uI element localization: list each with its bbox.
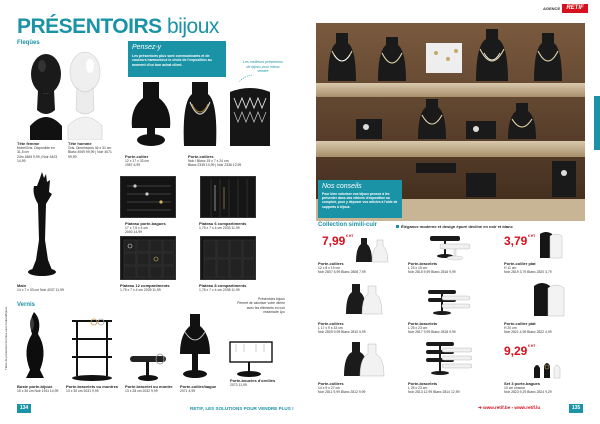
- nos-conseils-title: Nos conseils: [322, 183, 362, 190]
- product-name: Tête homme: [68, 141, 92, 146]
- head-male-image: [64, 46, 106, 140]
- necklace-display-2-image: [226, 84, 274, 150]
- product-name: Main: [17, 283, 27, 288]
- product-desc: Gris. Dimensions 46 x 31 cm: [68, 146, 112, 150]
- nos-conseils-text: Pour bien valoriser vos bijoux pensez à les présenter dans des vitrines d'exposition au comptoir, pour y déposer vos articles à l'aide de supports à bijoux.: [322, 192, 398, 209]
- porte-collier-info: [125, 154, 173, 168]
- product-refs: Blanc 2335 14,99 | Noir 2336 12,99: [188, 163, 242, 168]
- product-name: Porte-colliers: [318, 381, 344, 386]
- rp-flat-2-image: [530, 280, 570, 318]
- product-refs: Blanc 4069 99,99 | Noir 4071 99,99: [68, 150, 112, 159]
- bust-black-image: [128, 80, 174, 150]
- product-name: Set 3 porte-bagues: [504, 381, 541, 386]
- product-desc: L 17 x 9 x 33 cm: [318, 326, 343, 330]
- product-name: Plateau 8 compartiments: [199, 283, 247, 288]
- rp-flat-1-image: [536, 230, 566, 260]
- product-name: Porte-bracelet ou montre: [125, 384, 173, 389]
- product-refs: 2040 14,99: [125, 230, 142, 235]
- product-name: Buste porte-bijoux: [17, 384, 53, 389]
- url-separator: -: [511, 405, 515, 410]
- product-desc: 10 cm chacun: [504, 386, 526, 390]
- footer-urls: [478, 405, 540, 411]
- rp-ring-set-image: [530, 358, 570, 380]
- section-collection: Collection simili-cuir: [318, 222, 378, 228]
- product-name: Porte-collier plat: [504, 321, 536, 326]
- price-value: 7,99: [322, 234, 346, 248]
- product-refs: 1,75 x 7 x 4 cm 2039 11,99: [120, 288, 161, 292]
- rp-info-8: [408, 381, 488, 395]
- callout-arrow: [236, 74, 254, 84]
- product-name: Plateau 6 compartiments: [199, 221, 247, 226]
- elegance-text: [396, 224, 586, 229]
- rp-info-1: [318, 261, 398, 275]
- page-number: 135: [571, 405, 581, 411]
- rp-info-6: [504, 321, 584, 335]
- product-refs: Noir 2811 9,99 Blanc 2812 9,99: [318, 390, 366, 395]
- product-refs: 1987 6,99: [125, 163, 141, 168]
- product-refs: Noir 2815 9,99 Blanc 2816 9,99: [408, 270, 456, 275]
- pensez-y-title: Pensez-y: [132, 44, 162, 51]
- rp-bust-1-image: [352, 236, 392, 264]
- rp-bust-2-image: [338, 282, 388, 316]
- product-desc: L 23 x 15 cm: [408, 266, 428, 270]
- product-desc: L 25 x 23 cm: [408, 386, 428, 390]
- agence-label: AGENCE: [543, 6, 561, 11]
- porte-bracelets-montres-info: [66, 384, 122, 393]
- product-desc: 14 x 9 x 27 cm: [318, 386, 341, 390]
- plateau-porte-bagues-info: [125, 221, 185, 235]
- product-name: Tête femme: [17, 141, 40, 146]
- product-name: Porte-colliers: [188, 154, 214, 159]
- page-number-right: [569, 404, 583, 413]
- product-name: Porte-bracelets: [408, 321, 438, 326]
- page-number: 134: [19, 405, 29, 411]
- rp-info-7: [318, 381, 398, 395]
- nos-conseils-box: [318, 180, 402, 218]
- product-desc: Noir / Blanc 15 x 7 x 24 cm: [188, 159, 229, 163]
- porte-colliers-info: [188, 154, 258, 168]
- product-name: Porte-colliers: [318, 321, 344, 326]
- tete-femme-info: [17, 141, 61, 164]
- presentoirs-note: Présentoirs bijoux Permet de valoriser votre vitrine avec les éléments en cuir readmade 1pc: [237, 297, 285, 315]
- product-refs: Noir 2813 12,99 Blanc 2814 12,99: [408, 390, 460, 395]
- url-right[interactable]: www.retif.lu: [514, 405, 541, 410]
- product-refs: 23m 1865 9,99 | Noir 3403 14,99: [17, 154, 58, 164]
- url-left[interactable]: www.retif.be: [483, 405, 511, 410]
- product-name: Porte-bracelets ou montres: [66, 384, 119, 389]
- product-refs: Noir 2809 9,99 Blanc 2810 9,99: [318, 330, 366, 335]
- product-refs: 2073 11,99: [230, 383, 247, 387]
- price-value: 3,79: [504, 234, 528, 248]
- tray-8-compartments-image: [200, 236, 256, 280]
- price-value: 9,29: [504, 344, 528, 358]
- product-name: Porte-collier: [125, 154, 149, 159]
- product-refs: Noir 2819 3,79 Blanc 2820 3,79: [504, 270, 552, 275]
- product-name: Porte-bracelets: [408, 261, 438, 266]
- bracelet-stand-image: [68, 312, 116, 382]
- page-title: [17, 16, 219, 38]
- rp-bust-3-image: [338, 340, 388, 378]
- head-female-image: [24, 48, 68, 140]
- product-refs: Noir 2821 4,99 Blanc 2822 4,99: [504, 330, 552, 335]
- product-name: Plateau 12 compartiments: [120, 283, 170, 288]
- price-unit: € HT: [528, 344, 536, 348]
- bracelet-tbar-image: [126, 350, 170, 382]
- product-desc: H 20 cm: [504, 326, 517, 330]
- product-name: Porte-bracelets: [408, 381, 438, 386]
- tete-homme-info: [68, 141, 114, 159]
- product-name: Porte-colliers: [318, 261, 344, 266]
- plateau-12-info: [120, 283, 190, 292]
- buste-info: [17, 384, 67, 393]
- elegance-label: Élégance moderne et design épuré décliné en noir et blanc: [401, 224, 513, 229]
- product-name: Porte-boucles d'oreilles: [230, 378, 276, 383]
- section-vernis: Vernis: [17, 302, 36, 308]
- product-refs: 13 x 30 cm 2031 9,99: [66, 389, 99, 393]
- tray-12-compartments-image: [120, 236, 176, 280]
- product-refs: 2071 4,99: [180, 389, 196, 393]
- product-refs: Noir 2823 9,29 Blanc 2824 9,29: [504, 390, 552, 395]
- rp-info-4: [318, 321, 398, 335]
- rp-tbar-1-image: [424, 232, 474, 262]
- main-info: [17, 283, 97, 292]
- product-refs: 15 x 30 cm Noir 1911 14,99: [17, 389, 59, 393]
- rp-info-9: [504, 381, 584, 395]
- product-desc: H 11 cm: [504, 266, 517, 270]
- earring-stand-image: [226, 338, 276, 378]
- price-unit: € HT: [528, 234, 536, 238]
- side-note: Têtes de présentoir fournies sans foulard/bijoux: [4, 306, 8, 370]
- plateau-6-info: [199, 221, 265, 230]
- product-refs: 14 x 7 x 33 cm Noir 4037 11,99: [17, 288, 64, 292]
- edge-tab: [594, 96, 600, 150]
- rp-info-2: [408, 261, 488, 275]
- rp-info-3: [504, 261, 584, 275]
- product-refs: Noir 2817 9,99 Blanc 2818 9,99: [408, 330, 456, 335]
- section-fleques: Fleqûes: [17, 40, 40, 46]
- pensez-y-text: Les présentoirs plus sont communicants et de couleurs harmonieux le choix de l'exposition au moment d'un bon achat client.: [132, 54, 212, 67]
- porte-collier-bague-info: [180, 384, 226, 393]
- title-bold: PRÉSENTOIRS: [17, 15, 162, 38]
- necklace-display-1-image: [180, 80, 220, 150]
- retif-logo: [562, 4, 588, 13]
- title-light: bijoux: [167, 15, 219, 38]
- rp-tbar-2-image: [424, 286, 474, 318]
- product-name: Plateau porte-bagues: [125, 221, 166, 226]
- product-desc: 12 x 8 x 19 cm: [318, 266, 341, 270]
- product-name: Porte-collier/bague: [180, 384, 217, 389]
- page-number-left: [17, 404, 31, 413]
- tray-6-compartments-image: [200, 176, 256, 218]
- callout-text: Les meilleurs présentoirs de bijoux pour mieux vendre: [243, 60, 283, 74]
- product-name: Porte-collier plat: [504, 261, 536, 266]
- porte-boucles-info: [230, 378, 280, 387]
- bust-vernis-image: [20, 310, 50, 382]
- product-desc: 12 x 17 x 33 cm: [125, 159, 149, 163]
- ring-tray-image: [120, 176, 176, 218]
- product-refs: 13 x 28 cm 2032 9,99: [125, 389, 158, 393]
- product-refs: 1,75 x 7 x 4 cm 2033 11,99: [199, 226, 240, 230]
- product-desc: L 25 x 23 cm: [408, 326, 428, 330]
- rp-tbar-3-image: [422, 338, 476, 378]
- collier-bague-bust-image: [176, 310, 214, 382]
- product-desc: 17 x 7,5 x 4 cm: [125, 226, 148, 230]
- rp-info-5: [408, 321, 488, 335]
- pensez-y-box: [128, 41, 226, 77]
- hand-display-image: [22, 170, 62, 280]
- arrow-icon: ➔: [478, 405, 482, 410]
- product-refs: 1,75 x 7 x 4 cm 2038 11,99: [199, 288, 240, 292]
- product-desc: Noire/Gris. Disponible en 31,5 cm: [17, 146, 55, 155]
- brand-text: RETIF: [566, 5, 584, 11]
- porte-bracelet-montre-info: [125, 384, 177, 393]
- plateau-8-info: [199, 283, 265, 292]
- bullet-icon: [396, 225, 399, 228]
- footer-slogan: RETIF, LES SOLUTIONS POUR VENDRE PLUS !: [190, 406, 294, 411]
- price-unit: € HT: [346, 234, 354, 238]
- product-refs: Noir 2807 5,99 Blanc 2808 7,99: [318, 270, 366, 275]
